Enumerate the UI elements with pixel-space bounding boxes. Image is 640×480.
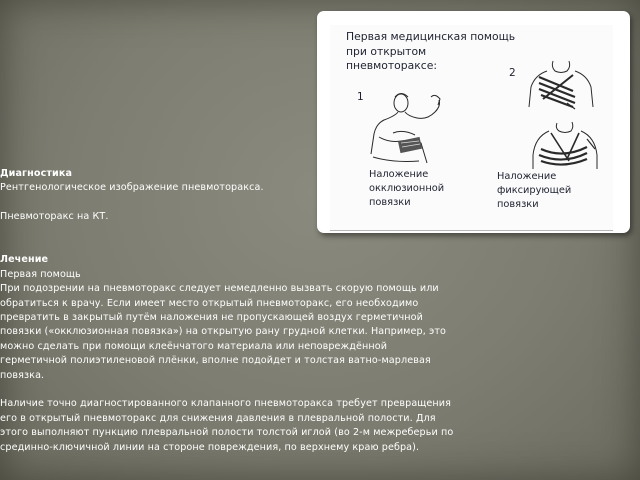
step-1-number: 1	[357, 91, 364, 103]
illustration-title-line: при открытом	[346, 44, 427, 58]
caption-occlusive-dressing	[369, 168, 444, 210]
paragraph-2	[0, 397, 560, 455]
illustration-title-line: Первая медицинская помощь	[346, 30, 516, 43]
caption-line: окклюзионной	[369, 183, 445, 194]
diagnostics-line-ct: Пневмоторакс на КТ.	[0, 211, 109, 223]
fixing-bandage-figure-top	[523, 57, 603, 115]
paragraph-1	[0, 282, 560, 383]
paragraph-line: герметичной полиэтиленовой плёнки, вполне подойдет и толстая ватно-марлевая	[0, 355, 431, 367]
treatment-heading: Лечение	[0, 254, 49, 266]
fixing-bandage-figure-bottom	[527, 119, 607, 177]
caption-line: фиксирующей	[497, 185, 572, 196]
illustration-title	[346, 30, 526, 74]
caption-line: Наложение	[497, 171, 557, 182]
paragraph-line: срединно-ключичной линии на стороне повреждения, по верхнему краю ребра).	[0, 441, 420, 453]
occlusive-dressing-figure	[365, 87, 455, 167]
paragraph-line: этого выполняют пункцию плевральной полости толстой иглой (во 2-м межреберьи по	[0, 427, 454, 439]
paragraph-line: можно сделать при помощи клеёнчатого материала или неповреждённой	[0, 340, 388, 352]
illustration-title-line: пневмотораксе:	[346, 59, 437, 73]
first-aid-illustration-card	[317, 11, 630, 233]
first-aid-label: Первая помощь	[0, 268, 81, 280]
caption-line: повязки	[369, 197, 411, 208]
step-2-number: 2	[509, 67, 516, 79]
caption-fixing-bandage	[497, 170, 571, 212]
paragraph-line: Наличие точно диагностированного клапанного пневмоторакса требует превращения	[0, 398, 452, 410]
paragraph-line: повязка.	[0, 369, 45, 381]
caption-line: повязки	[497, 199, 539, 210]
paragraph-line: его в открытый пневмоторакс для снижения давления в плевральной полости. Для	[0, 412, 436, 424]
paragraph-line: повязки («окклюзионная повязка») на открытую рану грудной клетки. Например, это	[0, 326, 447, 338]
paragraph-line: обратиться к врачу. Если имеет место открытый пневмоторакс, его необходимо	[0, 297, 419, 309]
paragraph-line: превратить в закрытый путём наложения не пропускающей воздух герметичной	[0, 312, 423, 324]
diagnostics-heading: Диагностика	[0, 168, 73, 179]
caption-line: Наложение	[369, 169, 429, 180]
paragraph-line: При подозрении на пневмоторакс следует немедленно вызвать скорую помощь или	[0, 283, 439, 295]
diagnostics-line-xray: Рентгенологическое изображение пневмоторакса.	[0, 182, 264, 194]
